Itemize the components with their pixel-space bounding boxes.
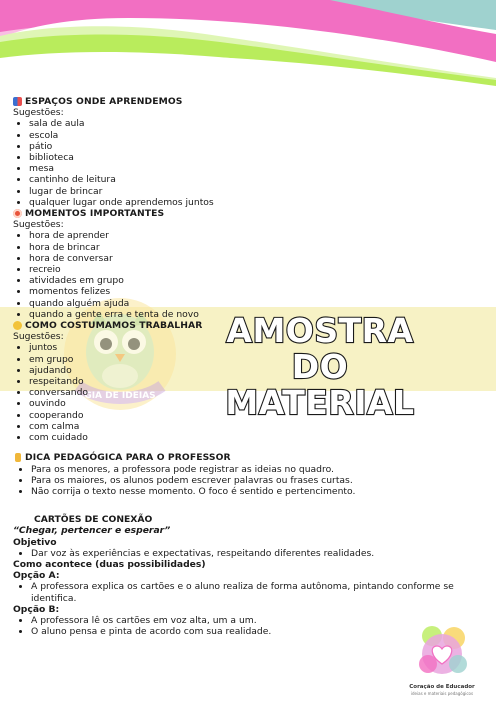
cartoes-subtitle: “Chegar, pertencer e esperar” [13, 525, 171, 537]
list-espacos [13, 118, 488, 208]
watermark-line1: AMOSTRA DO [226, 311, 414, 386]
flag-icon [13, 97, 22, 106]
list-item: • mesa [29, 163, 488, 174]
suggestions-label: Sugestões: [13, 331, 64, 343]
list-item: • quando alguém ajuda [29, 298, 488, 309]
document-content [13, 96, 488, 637]
list-item: • recreio [29, 264, 488, 275]
list-item: • O aluno pensa e pinta de acordo com sua realidade. [31, 626, 488, 637]
list-item: • hora de brincar [29, 242, 488, 253]
section-title-text: ESPAÇOS ONDE APRENDEMOS [25, 96, 183, 107]
opcao-b-label: Opção B: [13, 603, 60, 615]
list-item: • pátio [29, 141, 488, 152]
clock-icon [13, 209, 22, 218]
list-item: • A professora explica os cartões e o aluno realiza de forma autônoma, pintando conforme se identifica. [31, 581, 488, 603]
list-item: • com cuidado [29, 432, 488, 443]
handshake-icon [13, 321, 22, 330]
list-opcao-a [13, 581, 488, 603]
section-title-cartoes: CARTÕES DE CONEXÃO [34, 514, 153, 526]
list-item: • cantinho de leitura [29, 174, 488, 185]
list-item: • momentos felizes [29, 286, 488, 297]
list-item: • hora de aprender [29, 230, 488, 241]
brand-heart-logo-icon [412, 618, 472, 690]
watermark-line2: MATERIAL [225, 383, 415, 422]
list-item: • Para os menores, a professora pode registrar as ideias no quadro. [31, 464, 488, 475]
section-title-como [13, 320, 488, 331]
opcao-a-label: Opção A: [13, 570, 60, 582]
brand-tagline: ideias e materiais pedagógicos [410, 691, 474, 696]
list-item: • cooperando [29, 410, 488, 421]
section-title-text: MOMENTOS IMPORTANTES [25, 208, 165, 220]
list-item: • qualquer lugar onde aprendemos juntos [29, 197, 488, 208]
list-item: • respeitando [29, 376, 488, 387]
como-acontece-label: Como acontece (duas possibilidades) [13, 558, 206, 570]
list-item: • lugar de brincar [29, 186, 488, 197]
list-objetivo [13, 548, 488, 559]
section-title-dica [13, 452, 488, 463]
list-item: • Para os maiores, os alunos podem escrever palavras ou frases curtas. [31, 475, 488, 486]
list-item: • quando a gente erra e tenta de novo [29, 309, 488, 320]
list-item: • A professora lê os cartões em voz alta, um a um. [31, 615, 488, 626]
section-title-text: DICA PEDAGÓGICA PARA O PROFESSOR [25, 452, 231, 464]
list-dica [13, 464, 488, 498]
section-title-text: COMO COSTUMAMOS TRABALHAR [25, 320, 203, 332]
list-item: • atividades em grupo [29, 275, 488, 286]
pencil-icon [15, 453, 21, 462]
list-como [13, 342, 488, 443]
list-item: • escola [29, 130, 488, 141]
list-item: • com calma [29, 421, 488, 432]
list-item: • conversando [29, 387, 488, 398]
owl-caption: GIA DE IDEIAS [84, 391, 156, 401]
list-item: • ouvindo [29, 398, 488, 409]
section-title-espacos [13, 96, 488, 107]
list-item: • juntos [29, 342, 488, 353]
section-title-momentos [13, 208, 488, 219]
list-item: • em grupo [29, 354, 488, 365]
list-item: • ajudando [29, 365, 488, 376]
list-item: • biblioteca [29, 152, 488, 163]
list-momentos [13, 230, 488, 320]
suggestions-label: Sugestões: [13, 107, 64, 119]
list-item: • Não corrija o texto nesse momento. O foco é sentido e pertencimento. [31, 486, 488, 497]
suggestions-label: Sugestões: [13, 219, 64, 231]
list-item: • sala de aula [29, 118, 488, 129]
header-wave-decoration [0, 0, 496, 90]
list-item: • Dar voz às experiências e expectativas, respeitando diferentes realidades. [31, 548, 488, 559]
objetivo-label: Objetivo [13, 536, 57, 548]
list-item: • hora de conversar [29, 253, 488, 264]
brand-name: Coração de Educador [409, 684, 475, 690]
